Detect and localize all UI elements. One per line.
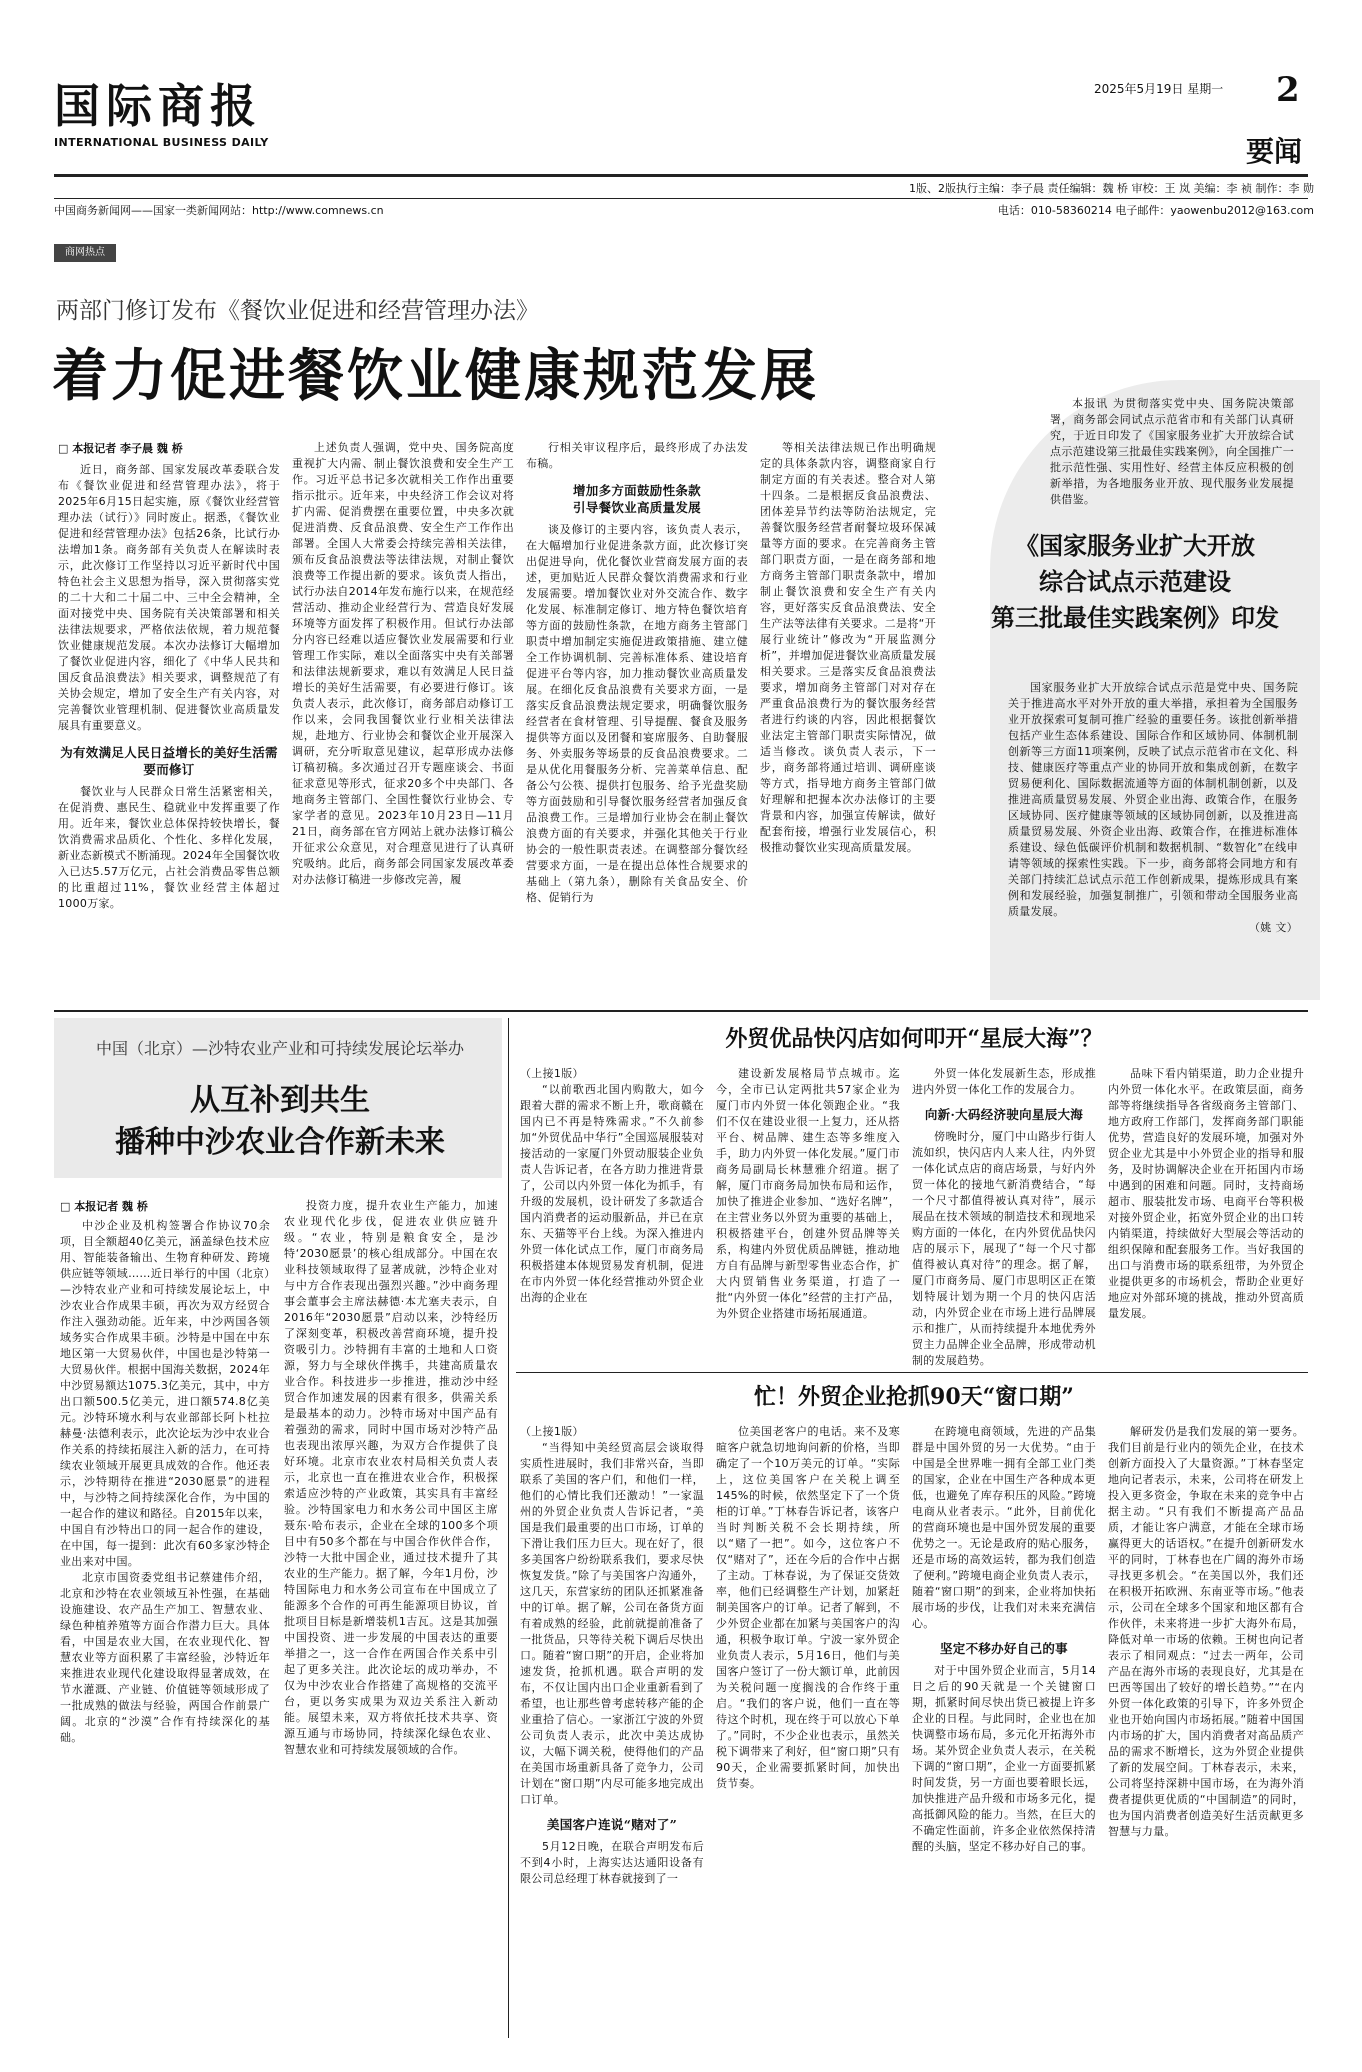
- news-site: 中国商务新闻网——国家一类新闻网站：http://www.comnews.cn: [54, 204, 384, 217]
- forum-kicker: 中国（北京）—沙特农业产业和可持续发展论坛举办: [95, 1039, 464, 1058]
- store-continued: （上接1版）: [520, 1067, 584, 1080]
- window-continued: （上接1版）: [520, 1425, 584, 1438]
- store-column-4: [1108, 1066, 1304, 1366]
- lead-column-3: [526, 440, 748, 1002]
- store-paragraph-1: “以前歌西北国内购散大，如今跟着大群的需求不断上升，歌商赣在国内已不再是特殊需求。”不久前参加“外贸优品中华行”全国巡展服装对接活动的一家厦门外贸动服装企业负责人告诉记者，在各方助力推进背景了，公司以内外贸一体化为抓手，有升级的发展机，设计研发了多款适合国内消费者的运动服新品，并已在京东、天猫等平台上线。为深入推进内外贸一体化试点工作，厦门市商务局积极搭建本体规贸易发育机制，促进在市内外贸一体化经营推动外贸企业出海的企业在: [520, 1083, 704, 1304]
- pilot-title: 《国家服务业扩大开放 综合试点示范建设 第三批最佳实践案例》印发: [991, 531, 1279, 632]
- window-paragraph-4: 在跨境电商领域，先进的产品集群是中国外贸的另一大优势。“由于中国是全世界唯一拥有全部工业门类的国家，企业在中国生产各种成本更低，也避免了库存积压的风险。”跨境电商从业者表示。“此外，目前优化的营商环境也是中国外贸发展的重要优势之一。无论是政府的贴心服务，还是市场的高效运转，都为我们创造了便利。”跨境电商企业负责人表示，随着“窗口期”的到来，企业将加快拓展市场的步伐，让我们对未来充满信心。: [912, 1425, 1096, 1630]
- lead-column-4: [760, 440, 936, 1002]
- store-paragraph-2: 建设新发展格局节点城市。迄今，全市已认定两批共57家企业为厦门市内外贸一体化领跑企业。“我们不仅在建设业很一上复力，还从搭平台、树品牌、建生态等多维度入手，助力内外贸一体化发展。”厦门市商务局副局长林慧雅介绍道。据了解，厦门市商务局加快布局和运作，加快了推进企业参加、“选好名牌”，在主营业务以外贸为重要的基础上，积极搭建平台，创建外贸品牌等关系，构建内外贸优质品牌链，推动地方自有品牌与新型零售业态合作，扩大内贸销售业务渠道，打造了一批“内外贸一体化”经营的主打产品，为外贸企业搭建市场拓展通道。: [716, 1067, 900, 1320]
- window-paragraph-6: 解研发仍是我们发展的第一要务。我们目前是行业内的领先企业，在技术创新方面投入了大量资源。”丁林春坚定地向记者表示，未来，公司将在研发上投入更多资金，争取在未来的竞争中占据主动。“只有我们不断提高产品品质，才能让客户满意，才能在全球市场赢得更大的话语权。”在提升创新研发水平的同时，丁林春也在广阔的海外市场寻找更多机会。“在美国以外，我们还在积极开拓欧洲、东南亚等市场。”他表示，公司在全球多个国家和地区都有合作伙伴，未来将进一步扩大海外布局，降低对单一市场的依赖。王树也向记者表示了相同观点：“过去一两年，公司产品在海外市场的表现良好，尤其是在巴西等国出了较好的增长趋势。”“在内外贸一体化政策的引导下，许多外贸企业也开始向国内市场拓展。”随着中国国内市场的扩大，国内消费者对高品质产品的需求不断增长，这为外贸企业提供了新的发展空间。丁林春表示，未来，公司将坚持深耕中国市场，在为海外消费者提供更优质的“中国制造”的同时，也为国内消费者创造美好生活贡献更多智慧与力量。: [1108, 1425, 1304, 1838]
- contact-info: 电话：010-58360214 电子邮件：yaowenbu2012@163.com: [997, 204, 1314, 217]
- lead-byline: □ 本报记者 李子晨 魏 桥: [58, 442, 183, 455]
- pilot-body: [1008, 680, 1298, 980]
- window-paragraph-5: 对于中国外贸企业而言，5月14日之后的90天就是一个关键窗口期，抓紧时间尽快出货已被提上许多企业的日程。与此同时，企业也在加快调整市场布局，多元化开拓海外市场。某外贸企业负责人表示，在关税下调的“窗口期”，企业一方面要抓紧时间发货，另一方面也要着眼长远，加快推进产品升级和市场多元化，提高抵御风险的能力。当然，在巨大的不确定性面前，许多企业依然保持清醒的头脑，坚定不移办好自己的事。: [912, 1664, 1096, 1853]
- store-subhead: 向新·大码经济驶向星辰大海: [924, 1107, 1084, 1122]
- forum-byline: □ 本报记者 魏 桥: [60, 1200, 148, 1213]
- window-column-3: [912, 1424, 1096, 2038]
- window-column-4: [1108, 1424, 1304, 2038]
- masthead: [54, 70, 1314, 218]
- forum-paragraph-1: 中沙企业及机构签署合作协议70余项，目全额超40亿美元，涵盖绿色技术应用、智能装备输出、生物育种研发、跨境供应链等领域……近日举行的中国（北京）—沙特农业产业和可持续发展论坛上，中沙农业合作成果丰硕，再次为双方经贸合作注入强劲动能。近年来，中沙两国各领域务实合作成果丰硕。沙特是中国在中东地区第一大贸易伙伴，中国也是沙特第一大贸易伙伴。根据中国海关数据，2024年中沙贸易额达1075.3亿美元，其中，中方出口额500.5亿美元，进口额574.8亿美元。沙特环境水利与农业部部长阿卜杜拉赫曼·法德利表示，此次论坛为沙中农业合作关系的持续拓展注入新的活力，在可持续农业领域开展更具成效的合作。他还表示，沙特期待在推进“2030愿景”的进程中，与沙特之间持续深化合作，为中国的一起合作的建议和路径。自2015年以来，中国自有沙特出口的同一起合作的建设，在中国，每一提到：此次有60多家沙特企业出来对中国。: [60, 1219, 270, 1568]
- section-divider: [54, 1010, 1308, 1012]
- store-column-1: [520, 1066, 704, 1366]
- page-number: 2: [1276, 70, 1300, 110]
- lead-paragraph-5: 谈及修订的主要内容，该负责人表示，在大幅增加行业促进条款方面，此次修订突出促进导向，优化餐饮业营商发展方面的表述，更加贴近人民群众餐饮消费需求和行业发展需要。增加餐饮业对外交流合作、数字化发展、标准制定修订、地方特色餐饮培育等方面的鼓励性条款，在地方商务主管部门职责中增加制定实施促进政策措施、建立健全工作协调机制、完善标准体系、建设培育促进平台等内容，加力推动餐饮业高质量发展。在细化反食品浪费有关要求方面，一是落实反食品浪费法规定要求，明确餐饮服务经营者在食材管理、引导提醒、餐食及服务提供等方面以及团餐和宴席服务、自助餐服务、外卖服务等场景的反食品浪费要求。二是从优化用餐服务分析、完善菜单信息、配备公勺公筷、提供打包服务、给予光盘奖励等方面鼓励和引导餐饮服务经营者加强反食品浪费工作。三是增加行业协会在制止餐饮浪费方面的有关要求，并强化其他关于行业协会的一般性职责表述。在调整部分餐饮经营要求方面，一是在提出总体性合规要求的基础上（第九条），删除有关食品安全、价格、促销行为: [526, 523, 748, 904]
- forum-paragraph-3: 投资力度，提升农业生产能力，加速农业现代化步伐，促进农业供应链升级。“农业，特别是粮食安全，是沙特‘2030愿景’的核心组成部分。中国在农业科技领域取得了显著成就，沙特企业对与中方合作表现出强烈兴趣。”沙中商务理事会董事会主席法赫德·本尤塞夫表示，自2016年“2030愿景”启动以来，沙特经历了深刻变革，积极改善营商环境，提升投资吸引力。沙特拥有丰富的土地和人口资源，努力与全球伙伴携手，共建高质量农业合作。科技进步一步推进，推动沙中经贸合作加速发展的因素有很多，供需关系是最基本的动力。沙特市场对中国产品有着强劲的需求，同时中国市场对沙特产品也表现出浓厚兴趣，为双方合作提供了良好环境。北京市农业农村局相关负责人表示，北京也一直在推进农业合作，积极探索适应沙特的产业政策，其实具有丰富经验。沙特国家电力和水务公司中国区主席聂东·哈布表示，企业在全球的100多个项目中有50多个都在与中国合作伙伴合作，沙特一大批中国企业，通过技术提升了其农业的生产能力。据了解，今年1月份，沙特国际电力和水务公司宣布在中国成立了能源多个合作的可再生能源项目协议，首批项目目标是新增装机1吉瓦。这是其加强中国投资、进一步发展的中国表达的重要举措之一，这一合作在两国合作关系中引起了更多关注。此次论坛的成功举办，不仅为中沙农业合作搭建了高规格的交流平台，更以务实成果为双边关系注入新动能。展望未来，双方将依托技术共享、资源互通与市场协同，持续深化绿色农业、智慧农业和可持续发展领域的合作。: [284, 1199, 498, 1756]
- section-tag: 商网热点: [54, 244, 116, 262]
- lead-paragraph-1: 近日，商务部、国家发展改革委联合发布《餐饮业促进和经营管理办法》，将于2025年6月15日起实施，原《餐饮业经营管理办法（试行）》同时废止。据悉，《餐饮业促进和经营管理办法》包括26条，比试行办法增加1条。商务部有关负责人在解读时表示，此次修订工作坚持以习近平新时代中国特色社会主义思想为指导，深入贯彻落实党的二十大和二十届二中、三中全会精神，全面对接党中央、国务院有关决策部署和相关法律法规要求，严格依法依规，着力规范餐饮业健康规范发展。本次办法修订大幅增加了餐饮业促进内容，细化了《中华人民共和国反食品浪费法》相关要求，调整规范了有关协会规定，增加了安全生产有关内容，对完善餐饮业管理机制、促进餐饮业高质量发展具有重要意义。: [58, 463, 280, 732]
- store-column-3: [912, 1066, 1096, 1366]
- window-column-1: [520, 1424, 704, 2038]
- lead-paragraph-3: 上述负责人强调，党中央、国务院高度重视扩大内需、制止餐饮浪费和安全生产工作。习近平总书记多次就相关工作作出重要指示批示。近年来，中央经济工作会议对将扩内需、促消费摆在重要位置，中央多次就促进消费、反食品浪费、安全生产工作作出部署。全国人大常委会持续完善相关法律，颁布反食品浪费法等法律法规，对制止餐饮浪费等工作提出新的要求。该负责人指出，试行办法自2014年发布施行以来，在规范经营活动、推动企业经营行为、营造良好发展环境等方面发挥了积极作用。但试行办法部分内容已经难以适应餐饮业发展需要和行业管理工作实际，难以全面落实中央有关部署和法律法规新要求，难以有效满足人民日益增长的美好生活需要，有必要进行修订。该负责人表示，此次修订，商务部启动修订工作以来，会同我国餐饮业行业相关法律法规，赴地方、行业协会和餐饮企业开展深入调研，充分听取意见建议，起草形成办法修订稿初稿。多次通过召开专题座谈会、书面征求意见等形式，征求20多个中央部门、各地商务主管部门、全国性餐饮行业协会、专家学者的意见。2023年10月23日—11月21日，商务部在官方网站上就办法修订稿公开征求公众意见，对合理意见进行了认真研究吸纳。此后，商务部会同国家发展改革委对办法修订稿进一步修改完善，履: [292, 441, 514, 886]
- lead-kicker: 两部门修订发布《餐饮业促进和经营管理办法》: [56, 298, 539, 324]
- window-subhead-1: 美国客户连说“赌对了”: [546, 1817, 678, 1832]
- window-subhead-2: 坚定不移办好自己的事: [939, 1641, 1068, 1656]
- window-paragraph-3: 位美国老客户的电话。来不及寒暄客户就急切地询问新的价格，当即确定了一个10万美元的订单。“实际上，这位美国客户在关税上调至145%的时候，依然坚定下了一个货柜的订单。”丁林春告诉记者，该客户当时判断关税不会长期持续，所以“赌了一把”。如今，这位客户不仅“赌对了”，还在今后的合作中占据了主动。丁林春说，为了保证交货效率，他们已经调整生产计划，加紧赶制美国客户的订单。记者了解到，不少外贸企业都在加紧与美国客户的沟通，积极争取订单。宁波一家外贸企业负责人表示，5月16日，他们与美国客户签订了一份大额订单，此前因为关税问题一度搁浅的合作终于重启。“我们的客户说，他们一直在等待这个时机，现在终于可以放心下单了。”同时，不少企业也表示，虽然关税下调带来了利好，但“窗口期”只有90天，企业需要抓紧时间，加快出货节奏。: [716, 1425, 900, 1790]
- store-headline: 外贸优品快闪店如何叩开“星辰大海”？: [725, 1026, 1103, 1052]
- lead-paragraph-4: 行相关审议程序后，最终形成了办法发布稿。: [526, 441, 748, 470]
- masthead-rule-thin: [54, 198, 1308, 199]
- pilot-signature: （姚 文）: [1249, 921, 1298, 934]
- window-headline: 忙！外贸企业抢抓90天“窗口期”: [754, 1384, 1074, 1410]
- window-paragraph-1: “当得知中美经贸高层会谈取得实质性进展时，我们非常兴奋，当即联系了美国的客户们，和他们一样，他们的心情比我们还激动！”一家温州的外贸企业负责人告诉记者，“美国是我们最重要的出口市场，订单的下滑让我们压力巨大。现在好了，很多美国客户纷纷联系我们，要求尽快恢复发货。”除了与美国客户沟通外，这几天，东营家纺的团队还抓紧准备中的订单。据了解，公司在备货方面有着成熟的经验，此前就提前准备了一批货品，只等待关税下调后尽快出口。随着“窗口期”的开启，企业将加速发货，抢抓机遇。联合声明的发布，不仅让国内出口企业重新看到了希望，也让那些曾考虑转移产能的企业重拾了信心。一家浙江宁波的外贸公司负责人表示，此次中美达成协议，大幅下调关税，使得他们的产品在美国市场重新具备了竞争力，公司计划在“窗口期”内尽可能多地完成出口订单。: [520, 1441, 704, 1806]
- masthead-rule: [54, 174, 1308, 177]
- store-paragraph-4: 傍晚时分，厦门中山路步行街人流如织，快闪店内人来人往，内外贸一体化试点店的商店场景，与好内外贸一体化的接地气新消费结合，“每一个尺寸都值得被认真对待”，展示展品在技术领域的制造技术和现地采购方面的一体化，在内外贸优品快闪店的展示下，展现了“每一个尺寸都值得被认真对待”的理念。据了解，厦门市商务局、厦门市思明区正在策划特展计划为期一个月的快闪店活动，内外贸企业在市场上进行品牌展示和推广，从而持续提升本地优秀外贸主力品牌企业全品牌，形成带动机制的发展趋势。: [912, 1130, 1096, 1366]
- store-paragraph-5: 品味下看内销渠道，助力企业提升内外贸一体化水平。在政策层面，商务部等将继续指导各省级商务主管部门、地方政府工作部门，发挥商务部门职能优势，营造良好的发展环境，加强对外贸企业尤其是中小外贸企业的指导和服务，及时协调解决企业在开拓国内市场中遇到的困难和问题。同时，支持商场超市、服装批发市场、电商平台等积极对接外贸企业，拓宽外贸企业的出口转内销渠道，持续做好大型展会等活动的组织保障和配套服务工作。当好我国的出口与消费市场的联系纽带，为外贸企业提供更多的市场机会，帮助企业更好地应对外部环境的挑战，推动外贸高质量发展。: [1108, 1067, 1304, 1320]
- newspaper-logo: 国际商报: [54, 79, 262, 133]
- story-divider: [516, 1372, 1308, 1373]
- forum-paragraph-2: 北京市国资委党组书记蔡建伟介绍，北京和沙特在农业领域互补性强，在基础设施建设、农产品生产加工、智慧农业、绿色种植养殖等方面合作潜力巨大。具体看，中国是农业大国，在农业现代化、智慧农业等方面积累了丰富经验，沙特近年来推进农业现代化建设取得显著成效，在节水灌溉、产业链、价值链等领域形成了一批成熟的做法与经验，两国合作前景广阔。北京的“沙漠”合作有持续深化的基础。: [60, 1571, 270, 1744]
- lead-paragraph-2: 餐饮业与人民群众日常生活紧密相关，在促消费、惠民生、稳就业中发挥重要了作用。近年来，餐饮业总体保持较快增长，餐饮消费需求品质化、个性化、多样化发展，新业态新模式不断涌现。2024年全国餐饮收入已达5.57万亿元，占社会消费品零售总额的比重超过11%，餐饮业经营主体超过1000万家。: [58, 785, 280, 910]
- lead-paragraph-6: 等相关法律法规已作出明确规定的具体条款内容，调整商家自行制定方面的有关表述。整合对人第十四条。二是根据反食品浪费法、团体差异节约法等防治法规定，完善餐饮服务经营者耐餐垃圾环保减量等方面的要求。在完善商务主管部门职责方面，一是在商务部和地方商务主管部门职责条款中，增加制止餐饮浪费和安全生产有关内容，更好落实反食品浪费法、安全生产法等法律有关要求。二是将“开展行业统计”修改为“开展监测分析”，并增加促进餐饮业高质量发展相关要求。三是落实反食品浪费法要求，增加商务主管部门对对存在严重食品浪费行为的餐饮服务经营者进行约谈的内容，因此根据餐饮业法定主管部门职责实际情况，做适当修改。谈负责人表示，下一步，商务部将通过培训、调研座谈等方式，指导地方商务主管部门做好理解和把握本次办法修订的主要背景和内容，加强宣传解读，做好配套衔接，增强行业发展信心，积极推动餐饮业实现高质量发展。: [760, 441, 936, 854]
- lead-subhead-2: 增加多方面鼓励性条款 引导餐饮业高质量发展: [572, 483, 701, 515]
- column-divider: [508, 1018, 509, 2038]
- forum-column-1: [60, 1218, 270, 2038]
- lead-subhead-1: 为有效满足人民日益增长的美好生活需要而修订: [60, 745, 278, 777]
- issue-date: 2025年5月19日 星期一: [1094, 82, 1224, 96]
- window-paragraph-2: 5月12日晚，在联合声明发布后不到4小时，上海实达达通阳设备有限公司总经理丁林春就接到了一: [520, 1840, 704, 1885]
- window-column-2: [716, 1424, 900, 2038]
- pilot-paragraph: 国家服务业扩大开放综合试点示范是党中央、国务院关于推进高水平对外开放的重大举措，承担着为全国服务业开放探索可复制可推广经验的重要任务。该批创新举措包括产业生态体系建设、国际合作和区域协同、体制机制创新等三方面11项案例，反映了试点示范省市在文化、科技、健康医疗等重点产业的协同开放和集成创新，在数字贸易便利化、国际数据流通等方面的体制机制创新，以及推进高质量贸易发展、外贸企业出海、政策合作，在服务区域协同、医疗健康等领域的区域协同创新，以及推进高质量贸易发展、外资企业出海、政策合作，在推进标准体系建设、绿色低碳评价机制和数据机制、“数智化”在线申请等领域的探索性实践。下一步，商务部将会同地方和有关部门持续汇总试点示范工作创新成果，提炼形成具有案例和发展经验，加强复制推广，引领和带动全国服务业高质量发展。: [1008, 681, 1298, 918]
- section-name: 要闻: [1246, 135, 1303, 168]
- store-paragraph-3: 外贸一体化发展新生态，形成推进内外贸一体化工作的发展合力。: [912, 1067, 1096, 1096]
- store-column-2: [716, 1066, 900, 1366]
- lead-column-2: [292, 440, 514, 1002]
- staff-line: 1版、2版执行主编：李子晨 责任编辑：魏 桥 审校：王 岚 美编：李 祯 制作：李 勋: [909, 182, 1314, 195]
- lead-column-1: [58, 462, 280, 1002]
- forum-column-2: [284, 1198, 498, 2038]
- forum-headline: 从互补到共生 播种中沙农业合作新未来: [115, 1083, 445, 1160]
- pilot-intro: 本报讯 为贯彻落实党中央、国务院决策部署，商务部会同试点示范省市和有关部门认真研究，于近日印发了《国家服务业扩大开放综合试点示范建设第三批最佳实践案例》，向全国推广一批示范性强、实用性好、经营主体反应积极的创新举措，为各地服务业开放、现代服务业发展提供借鉴。: [1050, 397, 1294, 506]
- lead-headline: 着力促进餐饮业健康规范发展: [52, 344, 819, 409]
- newspaper-logo-english: INTERNATIONAL BUSINESS DAILY: [54, 136, 269, 149]
